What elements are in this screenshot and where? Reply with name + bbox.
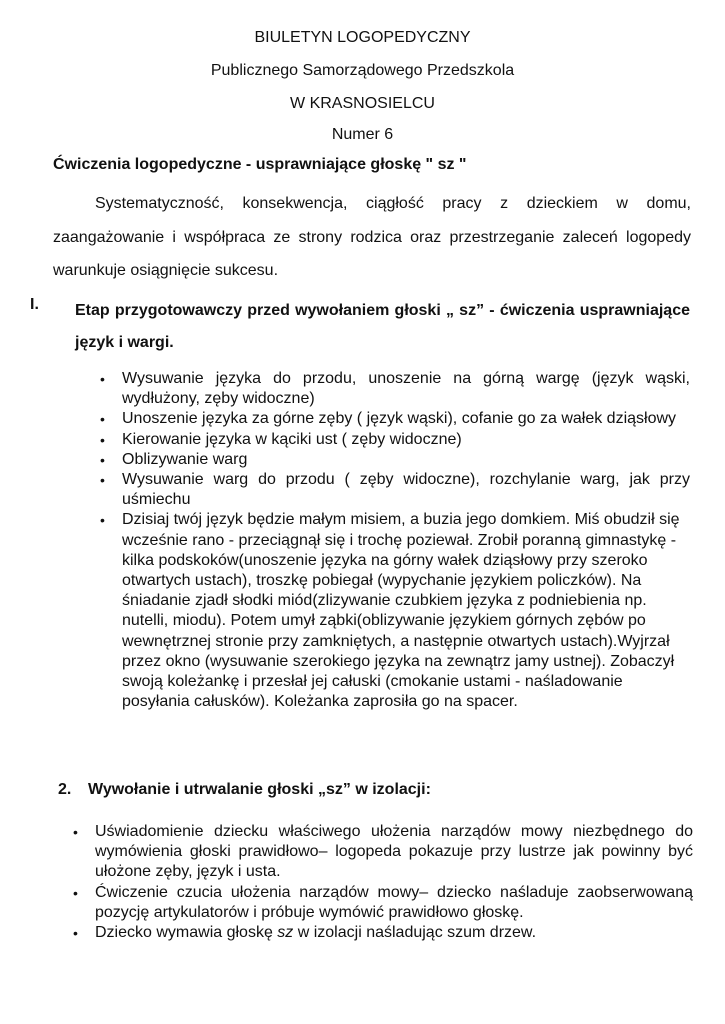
section-2-heading: Wywołanie i utrwalanie głoski „sz” w izolacji:: [88, 781, 431, 798]
list-item: [100, 409, 690, 429]
list-item: [100, 450, 690, 470]
list-item-text: Uświadomienie dziecku właściwego ułożenia narządów mowy niezbędnego do wymówienia głoski prawidłowo– logopeda pokazuje przy lustrze jak powinny być ułożone zęby, język i usta.: [95, 823, 693, 881]
list-item: [100, 369, 690, 409]
list-item-text: [95, 924, 536, 941]
italic-sound: sz: [277, 924, 294, 942]
bullet-icon: •: [73, 824, 78, 840]
list-item-text: Kierowanie języka w kąciki ust ( zęby widoczne): [122, 430, 462, 448]
section-1-list: [100, 369, 690, 712]
text-fragment: Dziecko wymawia głoskę: [95, 924, 278, 942]
bullet-icon: •: [100, 411, 105, 428]
section-1-number: I.: [30, 296, 39, 313]
bullet-icon: •: [73, 925, 78, 942]
school-location: W KRASNOSIELCU: [290, 95, 435, 112]
text-fragment: w izolacji naśladując szum drzew.: [293, 924, 537, 942]
list-item-story: [100, 510, 690, 712]
section-1-heading: Etap przygotowawczy przed wywołaniem głoski „ sz” - ćwiczenia usprawniające język i wargi.: [75, 302, 690, 351]
intro-paragraph: Systematyczność, konsekwencja, ciągłość pracy z dzieckiem w domu, zaangażowanie i współpraca ze strony rodzica oraz przestrzeganie zaleceń logopedy warunkuje osiągnięcie sukcesu.: [53, 195, 691, 279]
list-item: [73, 883, 693, 923]
list-item-text: Unoszenie języka za górne zęby ( język wąski), cofanie go za wałek dziąsłowy: [122, 410, 677, 428]
section-2-list: [73, 822, 693, 943]
list-item: [100, 470, 690, 510]
bullet-icon: •: [100, 512, 105, 529]
list-item-text: Wysuwanie warg do przodu ( zęby widoczne), rozchylanie warg, jak przy uśmiechu: [122, 471, 690, 509]
school-name: Publicznego Samorządowego Przedszkola: [210, 62, 515, 79]
bullet-icon: •: [100, 451, 105, 468]
list-item-text: Oblizywanie warg: [122, 450, 248, 468]
list-item-text: Wysuwanie języka do przodu, unoszenie na górną wargę (język wąski, wydłużony, zęby widoczne): [122, 370, 690, 408]
bullet-icon: •: [100, 371, 105, 387]
list-item-text: Dzisiaj twój język będzie małym misiem, a buzia jego domkiem. Miś obudził się wcześnie rano - przeciągnął się i trochę poziewał. Zrobił poranną gimnastykę - kilka podskoków(unoszenie języka na górny wałek dziąsłowy przy szeroko otwartych ustach), troszkę pobiegał (wypychanie językiem policzków). Na śniadanie zjadł słodki miód(zlizywanie czubkiem języka z podniebienia np. nutelli, miodu). Potem umył ząbki(oblizywanie językiem górnych zębów po wewnętrznej stronie przy zamkniętych, a następnie otwartych ustach).Wyjrzał przez okno (wysuwanie szerokiego języka na zewnątrz jamy ustnej). Zobaczył swoją koleżankę i przesłał jej całuski (cmokanie ustami - naśladowanie posyłania całusków). Koleżanka zaprosiła go na spacer.: [122, 511, 680, 711]
list-item: [73, 923, 693, 943]
bullet-icon: •: [100, 431, 105, 448]
section-2-number: 2.: [58, 781, 72, 798]
bullet-icon: •: [73, 884, 78, 901]
list-item: [73, 822, 693, 883]
page-title: Ćwiczenia logopedyczne - usprawniające głoskę " sz ": [53, 156, 467, 173]
bullet-icon: •: [100, 472, 105, 489]
issue-number: Numer 6: [331, 126, 394, 143]
section-2-heading-row: [58, 780, 431, 800]
list-item-text: Ćwiczenie czucia ułożenia narządów mowy– dziecko naśladuje zaobserwowaną pozycję artykulatorów i próbuje wymówić prawidłowo głoskę.: [95, 883, 693, 921]
bulletin-title: BIULETYN LOGOPEDYCZNY: [254, 29, 471, 46]
list-item: [100, 430, 690, 450]
